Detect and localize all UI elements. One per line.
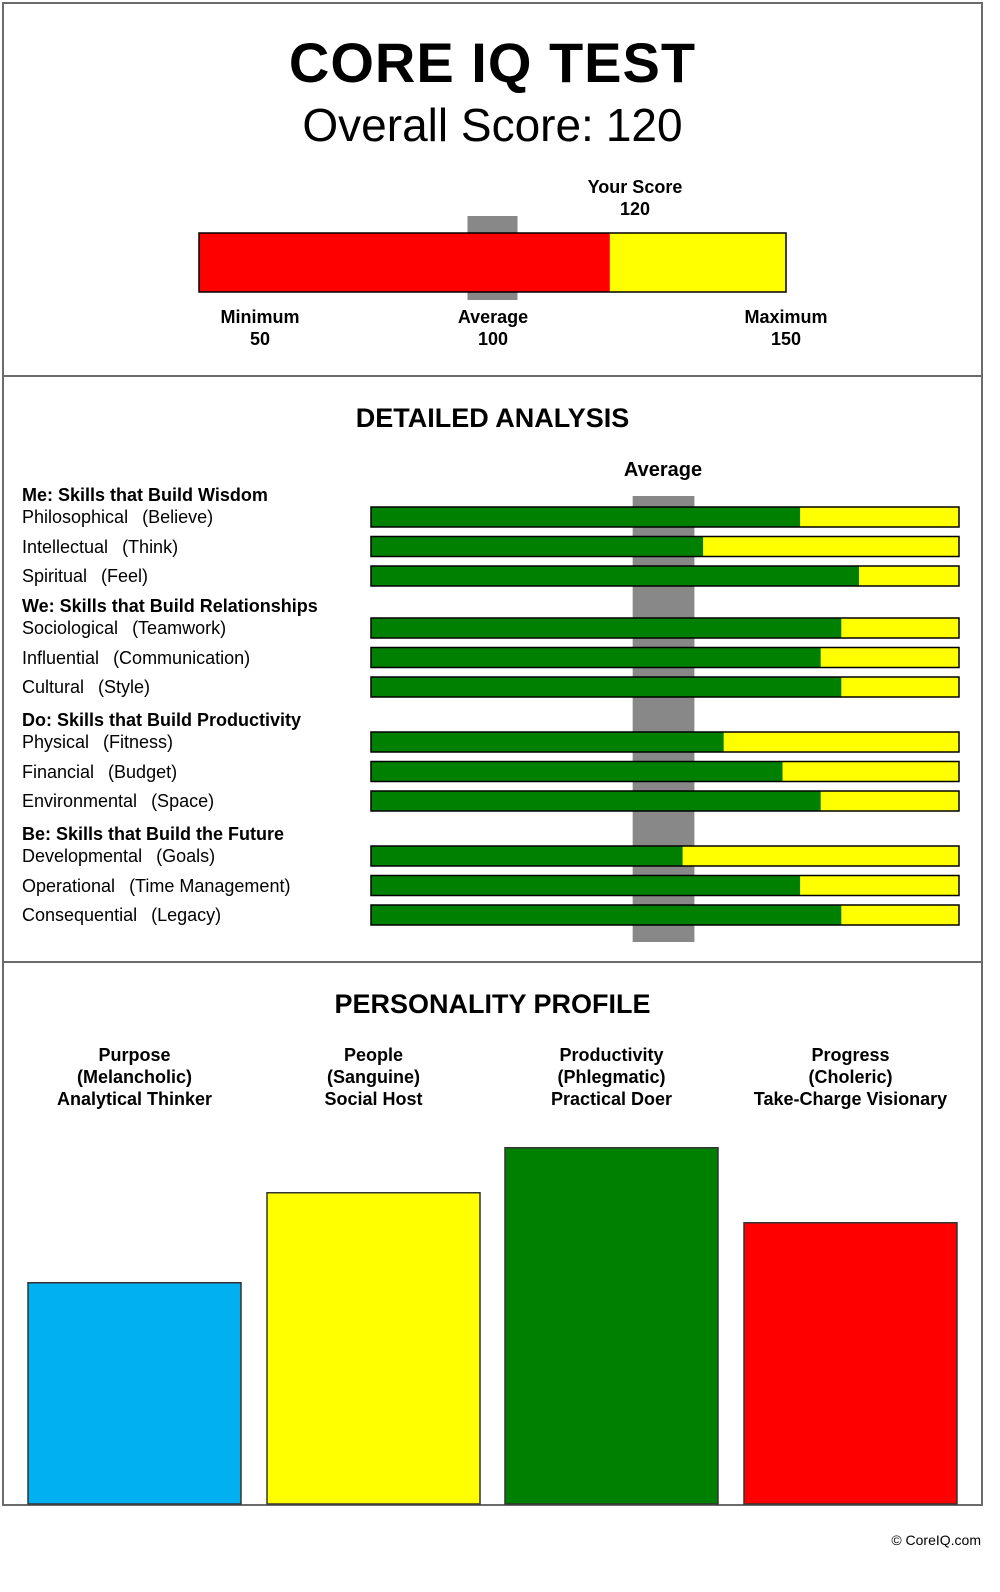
skill-bar-remainder [703,537,959,557]
skill-qualifier: (Communication) [113,647,251,668]
your-score-value: 120 [619,199,651,219]
skill-group-heading: Do: Skills that Build Productivity [22,710,302,730]
skill-name: Cultural [22,677,85,697]
skill-group-heading: Be: Skills that Build the Future [22,824,285,844]
skill-qualifier: (Space) [151,791,215,811]
personality-profile-title: PERSONALITY PROFILE [334,989,651,1019]
skill-qualifier: (Style) [98,677,151,697]
minimum-value: 50 [249,329,271,349]
skill-bar-remainder [800,507,959,527]
skill-qualifier: (Time Management) [129,875,291,896]
maximum-value: 150 [770,329,802,349]
personality-bar [267,1193,480,1504]
skill-bar-score [371,677,841,697]
skill-name: Developmental [22,846,143,866]
personality-bar [744,1223,957,1504]
personality-label-line: (Sanguine) [327,1067,420,1087]
personality-label-line: Productivity [559,1045,664,1065]
average-value: 100 [477,329,509,349]
overall-score-label: Overall Score: [302,99,594,151]
personality-bar [28,1283,241,1504]
personality-label-line: Purpose [98,1045,171,1065]
skill-qualifier: (Goals) [156,846,216,866]
skill-bar-score [371,762,783,782]
personality-bar [505,1148,718,1504]
your-score-caption: Your Score [587,177,683,197]
personality-label-line: Progress [811,1045,890,1065]
skill-bar-remainder [841,618,959,638]
detailed-average-label: Average [623,459,703,481]
personality-label-line: (Phlegmatic) [557,1067,666,1087]
skill-bar-score [371,648,821,668]
skill-bar-score [371,846,683,866]
skill-bar-score [371,732,724,752]
skill-name: Spiritual [22,566,88,586]
skill-group-heading: We: Skills that Build Relationships [22,596,318,616]
skill-name: Intellectual [22,536,109,557]
score-bar-remainder [610,233,786,292]
skill-qualifier: (Legacy) [151,905,222,925]
average-caption: Average [457,307,529,327]
skill-bar-score [371,618,841,638]
skill-qualifier: (Feel) [101,566,149,586]
skill-qualifier: (Believe) [142,507,214,527]
personality-label-line: (Melancholic) [76,1067,192,1087]
skill-name: Financial [22,761,95,782]
skill-group-heading: Me: Skills that Build Wisdom [22,485,268,505]
score-bar-fill [199,233,610,292]
skill-bar-score [371,566,859,586]
skill-bar-remainder [783,762,959,782]
overall-score-value: 120 [605,99,683,151]
skill-name: Consequential [22,905,138,925]
personality-label-line: (Choleric) [808,1067,893,1087]
skill-name: Influential [22,647,100,668]
skill-bar-remainder [800,876,959,896]
skill-name: Philosophical [22,507,129,527]
personality-label-line: Analytical Thinker [56,1089,213,1109]
skill-bar-remainder [841,677,959,697]
skill-qualifier: (Fitness) [103,732,174,752]
skill-name: Operational [22,875,116,896]
skill-bar-remainder [724,732,959,752]
maximum-caption: Maximum [744,307,828,327]
skill-bar-score [371,876,800,896]
copyright-text: © CoreIQ.com [891,1532,981,1548]
personality-label-line: People [343,1045,404,1065]
skill-qualifier: (Think) [122,536,179,557]
skill-qualifier: (Teamwork) [132,618,227,638]
skill-bar-score [371,791,821,811]
personality-label-line: Practical Doer [550,1089,673,1109]
detailed-analysis-title: DETAILED ANALYSIS [355,403,630,433]
skill-bar-remainder [683,846,959,866]
personality-label-line: Social Host [324,1089,423,1109]
skill-name: Sociological [22,618,119,638]
skill-name: Environmental [22,791,138,811]
skill-bar-score [371,905,841,925]
skill-bar-score [371,507,800,527]
skill-bar-remainder [821,791,959,811]
skill-bar-remainder [821,648,959,668]
skill-bar-score [371,537,703,557]
skill-name: Physical [22,732,90,752]
minimum-caption: Minimum [220,307,300,327]
personality-label-line: Take-Charge Visionary [753,1089,948,1109]
page-title: CORE IQ TEST [288,31,697,94]
skill-bar-remainder [841,905,959,925]
skill-qualifier: (Budget) [108,761,178,782]
skill-bar-remainder [859,566,959,586]
